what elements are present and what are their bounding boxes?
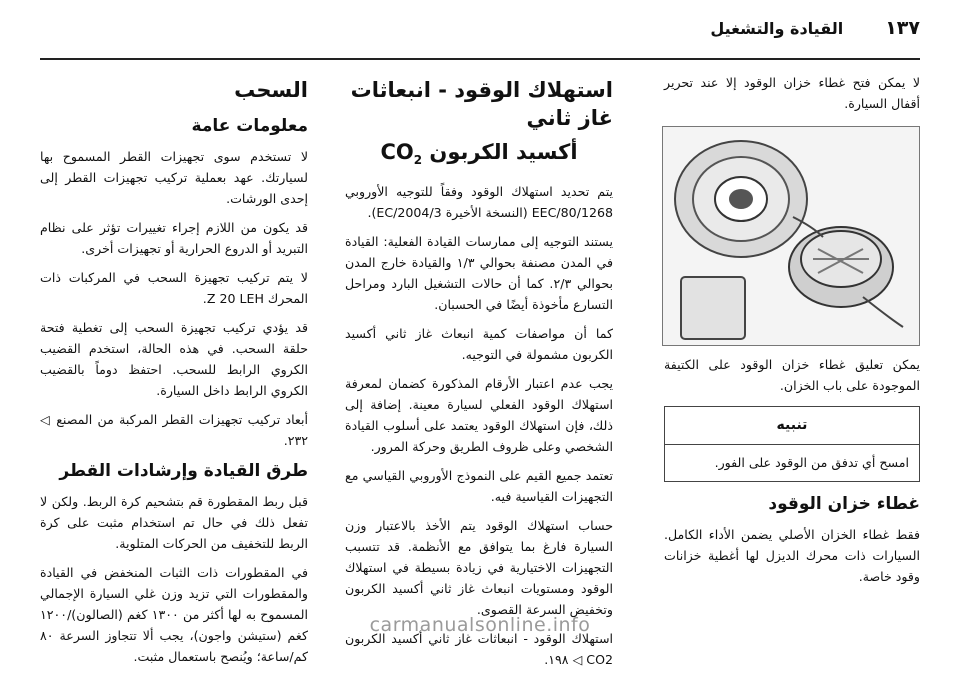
fuel-consumption-heading: استهلاك الوقود - انبعاثات غاز ثاني: [350, 78, 613, 130]
fuel-cap-illustration: [663, 127, 919, 345]
towing-heading: السحب: [234, 78, 308, 102]
towing-p4: قد يؤدي تركيب تجهيزة السحب إلى تغطية فتحة حلقة السحب. في هذه الحالة، استخدم القضيب الكروي الرابط للسحب. احتفظ دوماً بالقضيب الكروي الرابط داخل السيارة.: [40, 320, 308, 398]
watermark: carmanualsonline.info: [369, 614, 591, 636]
fuel-cap-figure: [662, 126, 920, 346]
paragraph-2: يستند التوجيه إلى ممارسات القيادة الفعلية: القيادة في المدن مصنفة بحوالي ١/٣ والقيادة خارج المدن بحوالي ٢/٣. كما أن حالات التشغيل البارد ومراحل التسارع مأخوذة أيضًا في الحسبان.: [345, 234, 614, 313]
header-rule: [40, 58, 920, 60]
notice-text: امسح أي تدفق من الوقود على الفور.: [714, 455, 909, 470]
towing-p3: لا يتم تركيب تجهيزة السحب في المركبات ذات المحرك Z 20 LEH.: [40, 270, 308, 306]
towing-p5: أبعاد تركيب تجهيزات القطر المركبة من المصنع ◁ ٢٣٢.: [40, 412, 308, 448]
towing-p2: قد يكون من اللازم إجراء تغييرات تؤثر على نظام التبريد أو الدروع الحرارية أو تجهيزات أخرى.: [40, 220, 308, 256]
column-right: [664, 72, 920, 595]
paragraph-5: تعتمد جميع القيم على النموذج الأوروبي القياسي مع التجهيزات القياسية فيه.: [345, 468, 613, 505]
towing-p6: قبل ربط المقطورة قم بتشحيم كرة الربط. ولكن لا تفعل ذلك في حال تم استخدام مثبت على كرة الربط للتخفيف من الحركات المتلوية.: [40, 494, 308, 551]
co2-subscript: 2: [413, 153, 423, 168]
co2-heading-line: [345, 142, 613, 171]
paragraph-3: كما أن مواصفات كمية انبعاث غاز ثاني أكسيد الكربون مشمولة في التوجيه.: [345, 326, 613, 363]
paragraph-4: يجب عدم اعتبار الأرقام المذكورة كضمان لمعرفة استهلاك الوقود الفعلي لسيارة معينة. إضافة إلى ذلك، فإن استهلاك الوقود يعتمد على أسلوب القيادة الشخصي وعلى ظروف الطريق وحركة المرور.: [345, 376, 613, 455]
fuel-cap-text: فقط غطاء الخزان الأصلي يضمن الأداء الكامل. السيارات ذات محرك الديزل لها أغطية خزانات وقود خاصة.: [664, 527, 920, 584]
page-header: [40, 10, 920, 46]
co2-formula: [380, 140, 423, 168]
co2-base: CO: [380, 140, 414, 164]
towing-p1: لا تستخدم سوى تجهيزات القطر المسموح بها لسيارتك. عهد بعملية تركيب تجهيزات القطر إلى إحدى الورشات.: [40, 149, 308, 206]
section-title: القيادة والتشغيل: [710, 18, 844, 38]
co2-heading-word: أكسيد الكربون: [429, 140, 578, 164]
page-number: ١٣٧: [885, 17, 920, 39]
fuel-cap-heading: غطاء خزان الوقود: [768, 494, 920, 514]
paragraph-6: حساب استهلاك الوقود يتم الأخذ بالاعتبار وزن السيارة فارغ بما يتوافق مع الأنظمة. قد تتسبب التجهيزات الاختيارية في زيادة بسيطة في استهلاك الوقود ومستويات انبعاث غاز ثاني أكسيد الكربون وتخفيض السرعة القصوى.: [345, 518, 613, 618]
towing-p7: في المقطورات ذات الثبات المنخفض في القيادة والمقطورات التي تزيد وزن غلي السيارة الإجمالي المسموح به لها أكثر من ١٣٠٠ كغم (الصالون)/١٢٠٠ كغم (ستيشن واجون)، يجب ألا تتجاوز السرعة ٨٠ كم/ساعة؛ ويُنصح باستعمال مثبت.: [40, 565, 308, 664]
general-info-heading: معلومات عامة: [191, 116, 308, 136]
cross-reference: استهلاك الوقود - انبعاثات غاز ثاني أكسيد الكربون CO2 ◁ ١٩٨.: [345, 631, 613, 668]
column-left: [40, 72, 308, 675]
figure-caption: يمكن تعليق غطاء خزان الوقود على الكتيفة الموجودة على باب الخزان.: [664, 357, 920, 393]
paragraph-1: يتم تحديد استهلاك الوقود وفقاً للتوجيه الأوروبي 80/1268/EEC (النسخة الأخيرة 2004/3/EC).: [345, 184, 613, 221]
intro-text: لا يمكن فتح غطاء خزان الوقود إلا عند تحرير أقفال السيارة.: [664, 75, 920, 111]
notice-title: تنبيه: [665, 407, 919, 445]
column-middle: [345, 72, 613, 678]
driving-heading: طرق القيادة وإرشادات القطر: [59, 461, 308, 481]
notice-box: [664, 406, 920, 482]
